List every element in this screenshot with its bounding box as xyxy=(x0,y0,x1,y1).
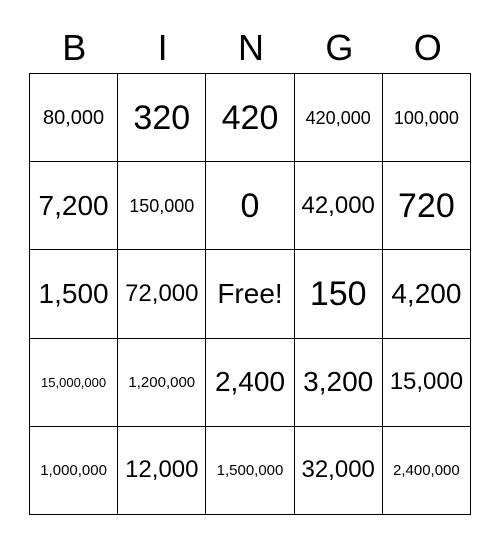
bingo-cell-r1-c5[interactable]: 100,000 xyxy=(383,74,471,162)
bingo-cell-r1-c3[interactable]: 420 xyxy=(206,74,294,162)
bingo-cell-r3-c1[interactable]: 1,500 xyxy=(30,250,118,338)
header-letter-o: O xyxy=(413,27,442,68)
bingo-cell-r2-c4[interactable]: 42,000 xyxy=(295,162,383,250)
bingo-cell-r3-c5[interactable]: 4,200 xyxy=(383,250,471,338)
bingo-cell-r5-c4[interactable]: 32,000 xyxy=(295,427,383,515)
bingo-cell-r5-c1[interactable]: 1,000,000 xyxy=(30,427,118,515)
bingo-cell-r3-c2[interactable]: 72,000 xyxy=(118,250,206,338)
bingo-cell-r4-c3[interactable]: 2,400 xyxy=(206,339,294,427)
bingo-cell-r2-c1[interactable]: 7,200 xyxy=(30,162,118,250)
bingo-cell-r2-c5[interactable]: 720 xyxy=(383,162,471,250)
header-letter-g: G xyxy=(325,27,354,68)
bingo-cell-r1-c2[interactable]: 320 xyxy=(118,74,206,162)
bingo-cell-r5-c5[interactable]: 2,400,000 xyxy=(383,427,471,515)
bingo-cell-r1-c1[interactable]: 80,000 xyxy=(30,74,118,162)
bingo-cell-r1-c4[interactable]: 420,000 xyxy=(295,74,383,162)
header-letter-i: I xyxy=(157,27,168,68)
bingo-cell-r5-c2[interactable]: 12,000 xyxy=(118,427,206,515)
bingo-cell-r2-c2[interactable]: 150,000 xyxy=(118,162,206,250)
bingo-cell-r3-c4[interactable]: 150 xyxy=(295,250,383,338)
bingo-cell-r5-c3[interactable]: 1,500,000 xyxy=(206,427,294,515)
bingo-cell-r4-c1[interactable]: 15,000,000 xyxy=(30,339,118,427)
bingo-cell-r4-c4[interactable]: 3,200 xyxy=(295,339,383,427)
header-letter-b: B xyxy=(62,27,87,68)
bingo-cell-r2-c3[interactable]: 0 xyxy=(206,162,294,250)
bingo-header xyxy=(30,20,472,76)
header-letter-n: N xyxy=(237,27,264,68)
bingo-cell-r4-c2[interactable]: 1,200,000 xyxy=(118,339,206,427)
bingo-cell-r4-c5[interactable]: 15,000 xyxy=(383,339,471,427)
bingo-grid xyxy=(29,73,471,515)
bingo-cell-free[interactable]: Free! xyxy=(206,250,294,338)
